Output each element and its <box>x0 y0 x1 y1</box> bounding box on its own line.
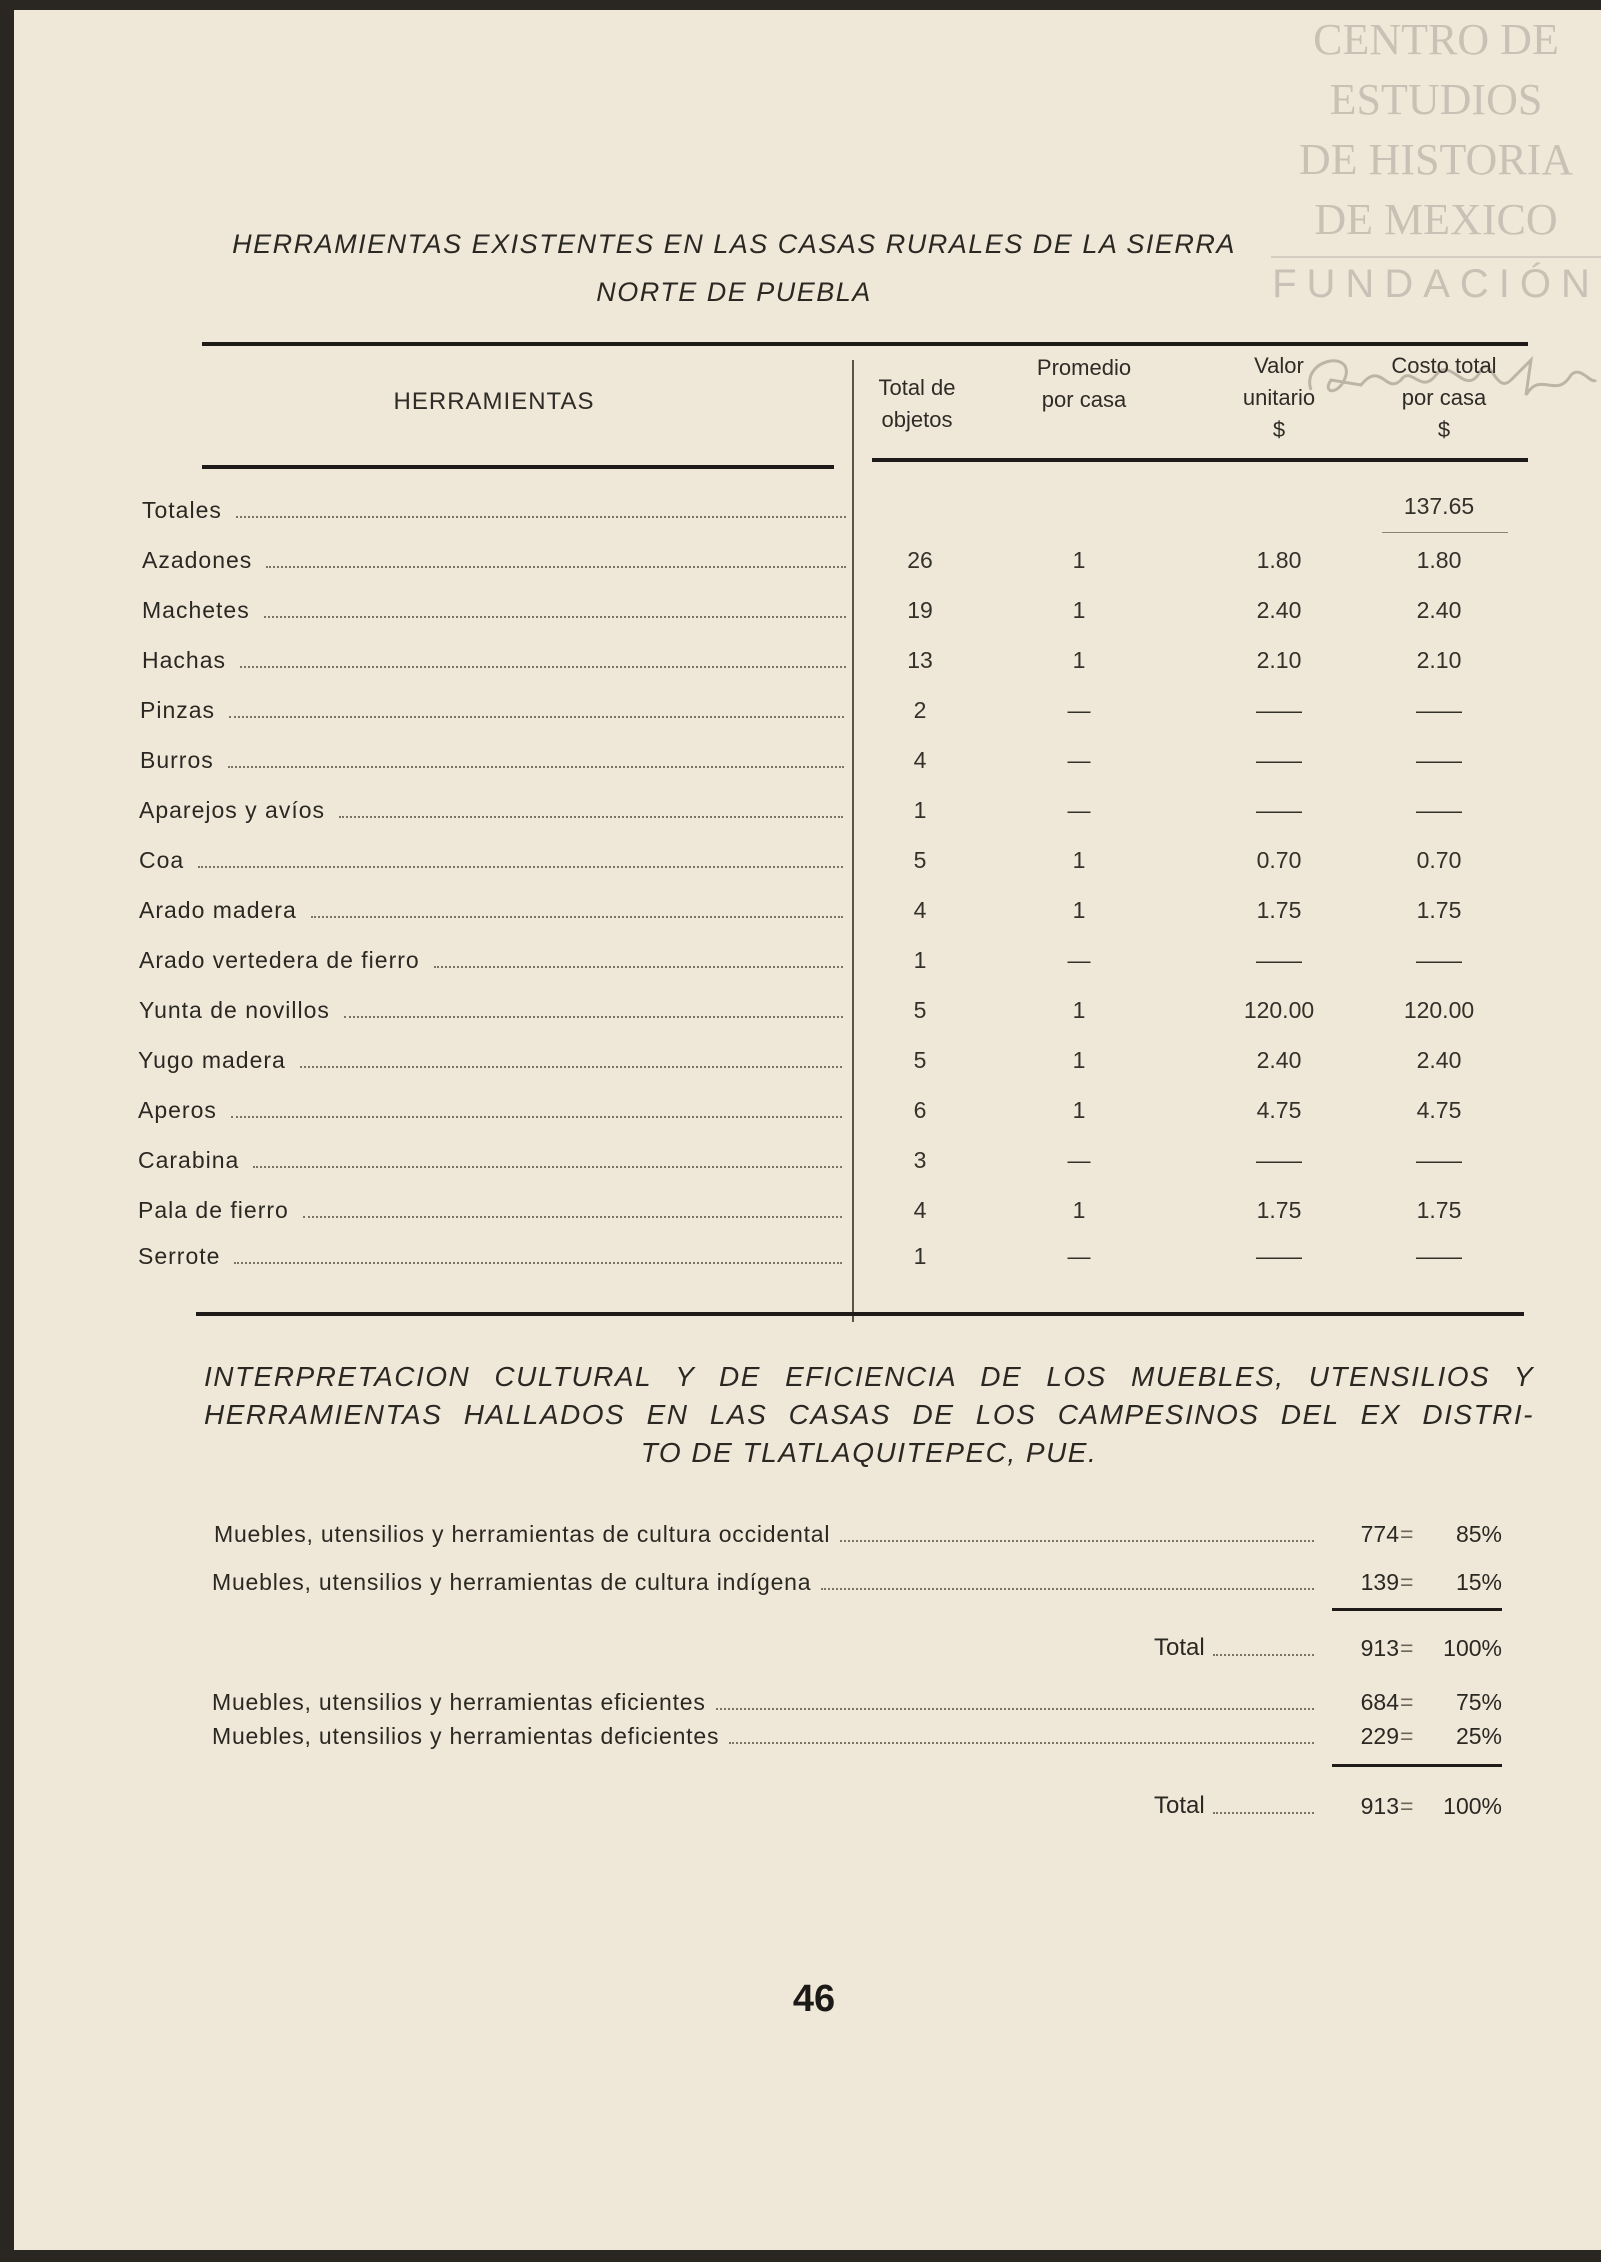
leader-dots <box>311 916 843 918</box>
total-count: 913 <box>1360 1793 1399 1819</box>
total-count: 913 <box>1360 1635 1399 1661</box>
leader-dots <box>228 766 844 768</box>
header-text: $ <box>1437 417 1451 442</box>
header-promedio <box>1024 352 1144 416</box>
row-label-text: Totales <box>142 497 222 523</box>
row-label-text: Arado madera <box>139 897 297 923</box>
cell-unit: 1.80 <box>1256 547 1302 573</box>
leader-dots <box>253 1166 842 1168</box>
table-row-totals <box>14 494 1601 528</box>
table-row <box>14 844 1601 878</box>
row-label-text: Aperos <box>138 1097 217 1123</box>
cell-avg: 1 <box>1072 647 1086 673</box>
summary-row <box>14 1720 1601 1754</box>
watermark-foundation: FUNDACIÓN <box>1271 256 1601 307</box>
header-text: por casa <box>1041 387 1127 412</box>
leader-dots <box>300 1066 842 1068</box>
summary-count: 229 <box>1360 1723 1399 1749</box>
leader-dots <box>1213 1812 1314 1814</box>
row-label-text: Pinzas <box>140 697 216 723</box>
cell-unit: 2.10 <box>1256 647 1302 673</box>
header-text: por casa <box>1401 385 1487 410</box>
row-label-text: Carabina <box>138 1147 240 1173</box>
cell-cost: 0.70 <box>1416 847 1462 873</box>
equals-sign: = <box>1400 1723 1414 1749</box>
cell-unit: —— <box>1256 697 1302 723</box>
cell-cost: —— <box>1416 797 1462 823</box>
row-label-text: Yunta de novillos <box>139 997 330 1023</box>
cell-avg: 1 <box>1072 597 1086 623</box>
row-label-text: Azadones <box>142 547 253 573</box>
cell-avg: 1 <box>1072 1197 1086 1223</box>
total-label-text: Total <box>1154 1634 1205 1661</box>
section-title <box>204 1358 1534 1472</box>
cell-unit: —— <box>1256 1147 1302 1173</box>
leader-dots <box>234 1262 842 1264</box>
table-title-line: NORTE DE PUEBLA <box>596 277 872 307</box>
row-label <box>140 697 844 724</box>
cell-total: 5 <box>913 1047 927 1073</box>
row-label <box>139 897 843 924</box>
cell-cost: 1.80 <box>1416 547 1462 573</box>
document-page <box>14 10 1601 2250</box>
row-label <box>140 747 844 774</box>
equals-sign: = <box>1400 1569 1414 1595</box>
row-label-text: Arado vertedera de fierro <box>139 947 420 973</box>
equals-sign: = <box>1400 1689 1414 1715</box>
cell-avg: 1 <box>1072 897 1086 923</box>
leader-dots <box>231 1116 842 1118</box>
header-text: Costo total <box>1391 353 1497 378</box>
row-label <box>138 1197 842 1224</box>
cell-total: 2 <box>913 697 927 723</box>
cell-avg: 1 <box>1072 997 1086 1023</box>
leader-dots <box>821 1588 1314 1590</box>
bottom-rule <box>196 1312 1524 1316</box>
summary-count: 684 <box>1360 1689 1399 1715</box>
summary-label <box>212 1689 1314 1716</box>
cell-cost: 1.75 <box>1416 897 1462 923</box>
header-text: HERRAMIENTAS <box>393 388 595 415</box>
leader-dots <box>240 666 846 668</box>
header-text: unitario <box>1242 385 1316 410</box>
summary-label-text: Muebles, utensilios y herramientas eficientes <box>212 1689 706 1715</box>
row-label <box>138 1243 842 1270</box>
header-valor <box>1214 350 1344 446</box>
leader-dots <box>434 966 843 968</box>
summary-label-text: Muebles, utensilios y herramientas de cultura occidental <box>214 1521 831 1547</box>
cell-unit: 2.40 <box>1256 1047 1302 1073</box>
cell-cost: —— <box>1416 747 1462 773</box>
cell-avg: — <box>1067 697 1091 723</box>
leader-dots <box>198 866 843 868</box>
summary-label <box>212 1569 1314 1596</box>
summary-label <box>214 1521 1314 1548</box>
summary-percent: 15% <box>1455 1569 1502 1595</box>
cell-unit: —— <box>1256 747 1302 773</box>
cell-cost: 2.40 <box>1416 1047 1462 1073</box>
cell-unit: 1.75 <box>1256 897 1302 923</box>
total-rule <box>1332 1608 1502 1611</box>
summary-row <box>14 1686 1601 1720</box>
cell-cost: 2.10 <box>1416 647 1462 673</box>
section-title-line: INTERPRETACION CULTURAL Y DE EFICIENCIA DE LOS MUEBLES, UTENSILIOS Y <box>204 1361 1534 1392</box>
summary-count: 139 <box>1360 1569 1399 1595</box>
row-label <box>138 1047 842 1074</box>
table-row <box>14 694 1601 728</box>
cell-avg: — <box>1067 1147 1091 1173</box>
cell-unit: —— <box>1256 947 1302 973</box>
row-label <box>139 797 843 824</box>
summary-label <box>212 1723 1314 1750</box>
header-rule-right <box>872 458 1528 462</box>
cell-unit: 1.75 <box>1256 1197 1302 1223</box>
cell-avg: 1 <box>1072 1097 1086 1123</box>
equals-sign: = <box>1400 1521 1414 1547</box>
row-label <box>139 947 843 974</box>
cell-cost: —— <box>1416 1243 1462 1269</box>
summary-total-row <box>14 1632 1601 1666</box>
cell-unit: 2.40 <box>1256 597 1302 623</box>
header-total <box>862 372 972 436</box>
header-text: $ <box>1272 417 1286 442</box>
table-row <box>14 894 1601 928</box>
total-label <box>1154 1634 1314 1662</box>
table-row <box>14 1094 1601 1128</box>
total-label-text: Total <box>1154 1792 1205 1819</box>
row-label <box>138 1097 842 1124</box>
leader-dots <box>339 816 843 818</box>
cell-cost: 1.75 <box>1416 1197 1462 1223</box>
leader-dots <box>840 1540 1314 1542</box>
summary-count: 774 <box>1360 1521 1399 1547</box>
watermark-line: DE MEXICO <box>1314 195 1558 244</box>
cell-total: 13 <box>907 647 933 673</box>
leader-dots <box>266 566 846 568</box>
cell-total: 4 <box>913 1197 927 1223</box>
watermark-line: CENTRO DE <box>1313 15 1559 64</box>
cell-unit: 120.00 <box>1243 997 1315 1023</box>
cell-cost: —— <box>1416 947 1462 973</box>
summary-percent: 25% <box>1455 1723 1502 1749</box>
row-label-text: Serrote <box>138 1243 221 1269</box>
equals-sign: = <box>1400 1793 1414 1819</box>
total-rule <box>1332 1764 1502 1767</box>
page-number: 46 <box>792 1978 836 2020</box>
top-rule <box>202 342 1528 346</box>
row-label <box>142 547 846 574</box>
header-text: Promedio <box>1036 355 1132 380</box>
cell-avg: 1 <box>1072 547 1086 573</box>
header-herramientas <box>334 386 654 418</box>
header-costo <box>1374 350 1514 446</box>
summary-row <box>14 1518 1601 1552</box>
header-text: Total de <box>878 375 956 400</box>
totals-underline <box>1382 532 1508 533</box>
row-label <box>139 997 843 1024</box>
cell-cost: 120.00 <box>1403 997 1475 1023</box>
leader-dots <box>716 1708 1314 1710</box>
cell-total: 1 <box>913 1243 927 1269</box>
cell-total: 1 <box>913 947 927 973</box>
summary-percent: 75% <box>1455 1689 1502 1715</box>
cell-avg: 1 <box>1072 847 1086 873</box>
cell-total: 4 <box>913 747 927 773</box>
summary-total-row <box>14 1790 1601 1824</box>
row-label-text: Aparejos y avíos <box>139 797 326 823</box>
cell-cost: 4.75 <box>1416 1097 1462 1123</box>
cell-unit: —— <box>1256 797 1302 823</box>
table-row <box>14 1044 1601 1078</box>
equals-sign: = <box>1400 1635 1414 1661</box>
row-label-text: Coa <box>139 847 185 873</box>
leader-dots <box>236 516 846 518</box>
table-title <box>134 220 1334 316</box>
cell-avg: — <box>1067 797 1091 823</box>
cell-total: 3 <box>913 1147 927 1173</box>
leader-dots <box>229 716 844 718</box>
cell-total: 1 <box>913 797 927 823</box>
cell-unit: 4.75 <box>1256 1097 1302 1123</box>
cell-avg: 1 <box>1072 1047 1086 1073</box>
cell-total: 26 <box>907 547 933 573</box>
row-label-text: Yugo madera <box>138 1047 286 1073</box>
leader-dots <box>1213 1654 1314 1656</box>
header-text: Valor <box>1254 353 1304 378</box>
row-label-text: Pala de fierro <box>138 1197 289 1223</box>
total-percent: 100% <box>1443 1793 1502 1819</box>
watermark-line: ESTUDIOS <box>1329 75 1543 124</box>
leader-dots <box>729 1742 1314 1744</box>
cell-avg: — <box>1067 947 1091 973</box>
summary-label-text: Muebles, utensilios y herramientas de cultura indígena <box>212 1569 812 1595</box>
row-label <box>142 597 846 624</box>
watermark-line: DE HISTORIA <box>1298 135 1574 184</box>
header-text: objetos <box>881 407 953 432</box>
cell-cost: 137.65 <box>1403 493 1475 519</box>
row-label-text: Machetes <box>142 597 250 623</box>
table-row <box>14 594 1601 628</box>
row-label <box>138 1147 842 1174</box>
cell-avg: — <box>1067 747 1091 773</box>
row-label-text: Hachas <box>142 647 226 673</box>
total-label <box>1154 1792 1314 1820</box>
leader-dots <box>264 616 846 618</box>
table-row <box>14 794 1601 828</box>
leader-dots <box>344 1016 843 1018</box>
table-row <box>14 744 1601 778</box>
table-row <box>14 1194 1601 1228</box>
cell-total: 5 <box>913 997 927 1023</box>
total-percent: 100% <box>1443 1635 1502 1661</box>
cell-total: 4 <box>913 897 927 923</box>
row-label <box>142 647 846 674</box>
cell-unit: 0.70 <box>1256 847 1302 873</box>
section-title-line: TO DE TLATLAQUITEPEC, PUE. <box>640 1437 1098 1468</box>
summary-row <box>14 1566 1601 1600</box>
table-row <box>14 944 1601 978</box>
table-title-line: HERRAMIENTAS EXISTENTES EN LAS CASAS RURALES DE LA SIERRA <box>232 229 1236 259</box>
row-label <box>139 847 843 874</box>
row-label-text: Burros <box>140 747 214 773</box>
table-row <box>14 994 1601 1028</box>
summary-label-text: Muebles, utensilios y herramientas deficientes <box>212 1723 720 1749</box>
row-label <box>142 497 846 524</box>
table-row <box>14 644 1601 678</box>
section-title-line: HERRAMIENTAS HALLADOS EN LAS CASAS DE LOS CAMPESINOS DEL EX DISTRI- <box>204 1399 1534 1430</box>
cell-total: 19 <box>907 597 933 623</box>
header-rule-left <box>202 465 834 469</box>
cell-total: 6 <box>913 1097 927 1123</box>
cell-unit: —— <box>1256 1243 1302 1269</box>
cell-cost: 2.40 <box>1416 597 1462 623</box>
table-row <box>14 1240 1601 1274</box>
table-row <box>14 544 1601 578</box>
cell-avg: — <box>1067 1243 1091 1269</box>
leader-dots <box>303 1216 842 1218</box>
summary-percent: 85% <box>1455 1521 1502 1547</box>
cell-cost: —— <box>1416 697 1462 723</box>
cell-cost: —— <box>1416 1147 1462 1173</box>
cell-total: 5 <box>913 847 927 873</box>
table-row <box>14 1144 1601 1178</box>
